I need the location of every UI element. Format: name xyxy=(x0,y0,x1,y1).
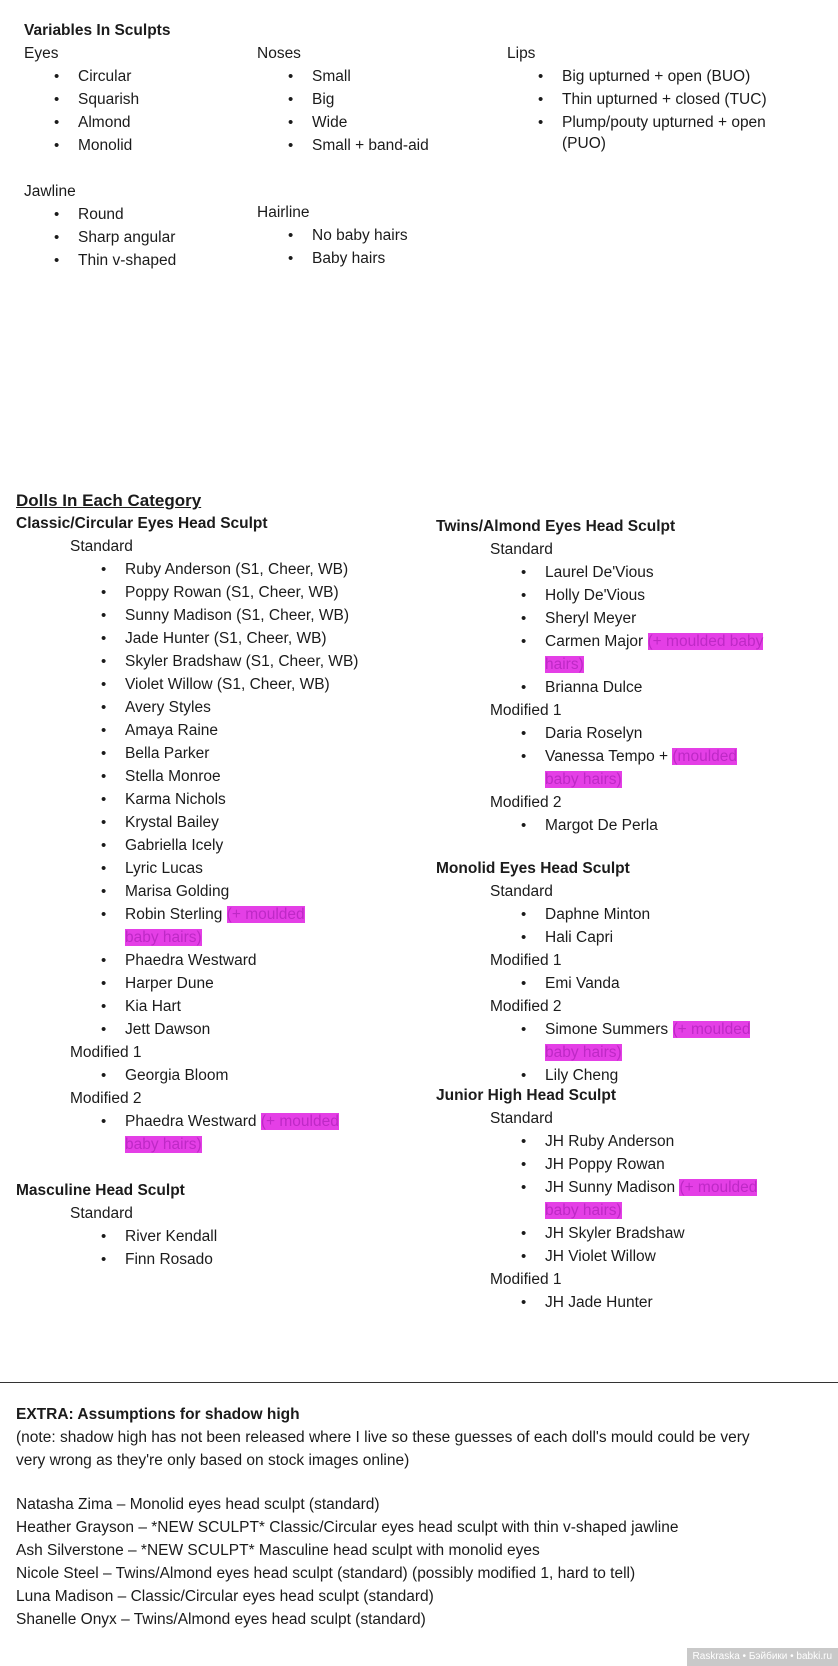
list-item: • Karma Nichols xyxy=(125,788,436,811)
list-item: • No baby hairs xyxy=(312,224,408,247)
classic-mod1-label: Modified 1 xyxy=(70,1044,142,1061)
classic-standard-list xyxy=(125,558,436,1041)
twins-section xyxy=(436,515,836,837)
list-item: • Monolid xyxy=(78,134,139,157)
extra-section xyxy=(16,1403,826,1631)
extra-line: Natasha Zima – Monolid eyes head sculpt (standard) xyxy=(16,1496,380,1513)
extra-line: Heather Grayson – *NEW SCULPT* Classic/Circular eyes head sculpt with thin v-shaped jawline xyxy=(16,1519,679,1536)
list-item-highlighted xyxy=(545,630,836,676)
moulded-note-text: baby hairs) xyxy=(125,1136,202,1153)
list-item: • Stella Monroe xyxy=(125,765,436,788)
list-item: • Round xyxy=(78,203,176,226)
list-item: • Big xyxy=(312,88,429,111)
moulded-note-text: (+ moulded xyxy=(672,1021,751,1038)
list-item-highlighted xyxy=(545,745,836,791)
moulded-note-text: (+ moulded xyxy=(260,1113,339,1130)
junior-standard-label: Standard xyxy=(490,1110,553,1127)
monolid-standard-list xyxy=(545,903,836,949)
list-item: • Small xyxy=(312,65,429,88)
list-item: • Almond xyxy=(78,111,139,134)
list-item-highlighted xyxy=(125,1110,436,1156)
twins-mod1-label: Modified 1 xyxy=(490,702,562,719)
list-item: • Small + band-aid xyxy=(312,134,429,157)
monolid-standard-label: Standard xyxy=(490,883,553,900)
classic-mod2-list xyxy=(125,1110,436,1156)
list-item: • Amaya Raine xyxy=(125,719,436,742)
junior-mod1-label: Modified 1 xyxy=(490,1271,562,1288)
monolid-mod1-label: Modified 1 xyxy=(490,952,562,969)
list-item: • Daphne Minton xyxy=(545,903,836,926)
list-item: • Marisa Golding xyxy=(125,880,436,903)
doll-name: Simone Summers xyxy=(545,1021,669,1038)
moulded-note-text: baby hairs) xyxy=(545,771,622,788)
list-item-highlighted xyxy=(545,1176,836,1222)
junior-mod1-list xyxy=(545,1291,836,1314)
list-item: • JH Jade Hunter xyxy=(545,1291,836,1314)
classic-section xyxy=(16,512,436,1156)
list-item-highlighted xyxy=(545,1018,836,1064)
list-item: • Squarish xyxy=(78,88,139,111)
eyes-label: Eyes xyxy=(24,45,59,62)
list-item: • River Kendall xyxy=(125,1225,436,1248)
twins-title: Twins/Almond Eyes Head Sculpt xyxy=(436,518,676,535)
masculine-section xyxy=(16,1179,436,1271)
list-item: • Laurel De'Vious xyxy=(545,561,836,584)
noses-list xyxy=(312,65,429,157)
variables-title: Variables In Sculpts xyxy=(24,22,171,39)
extra-line: Ash Silverstone – *NEW SCULPT* Masculine head sculpt with monolid eyes xyxy=(16,1542,540,1559)
classic-standard-label: Standard xyxy=(70,538,133,555)
monolid-section xyxy=(436,857,836,1087)
list-item: • Wide xyxy=(312,111,429,134)
list-item: • Krystal Bailey xyxy=(125,811,436,834)
list-item: • Finn Rosado xyxy=(125,1248,436,1271)
hairline-list xyxy=(312,224,408,270)
doll-name: Robin Sterling xyxy=(125,906,223,923)
lips-list xyxy=(562,65,767,155)
noses-section xyxy=(257,42,429,157)
moulded-note-highlight xyxy=(545,771,622,788)
list-item: • Bella Parker xyxy=(125,742,436,765)
twins-standard-label: Standard xyxy=(490,541,553,558)
twins-mod2-list xyxy=(545,814,836,837)
moulded-note-text: (+ moulded xyxy=(679,1179,758,1196)
list-item: • Brianna Dulce xyxy=(545,676,836,699)
lips-label: Lips xyxy=(507,45,536,62)
moulded-note-highlight xyxy=(672,748,737,765)
junior-section xyxy=(436,1084,836,1314)
list-item: • Lyric Lucas xyxy=(125,857,436,880)
list-item: • Jade Hunter (S1, Cheer, WB) xyxy=(125,627,436,650)
lips-section xyxy=(507,42,767,155)
masculine-standard-list xyxy=(125,1225,436,1271)
moulded-note-highlight xyxy=(673,1021,751,1038)
moulded-note-highlight xyxy=(261,1113,339,1130)
moulded-note-highlight xyxy=(545,656,584,673)
list-item: • Gabriella Icely xyxy=(125,834,436,857)
list-item: • Phaedra Westward xyxy=(125,949,436,972)
list-item: • Skyler Bradshaw (S1, Cheer, WB) xyxy=(125,650,436,673)
list-item: • JH Ruby Anderson xyxy=(545,1130,836,1153)
moulded-note-text: baby hairs) xyxy=(545,1044,622,1061)
list-item: • JH Violet Willow xyxy=(545,1245,836,1268)
moulded-note-text: (moulded xyxy=(672,748,738,765)
moulded-note-text: (+ moulded baby xyxy=(647,633,764,650)
list-item: • Violet Willow (S1, Cheer, WB) xyxy=(125,673,436,696)
jawline-label: Jawline xyxy=(24,183,76,200)
list-item: • Big upturned + open (BUO) xyxy=(562,65,767,88)
jawline-section xyxy=(24,180,176,272)
list-item: • Sheryl Meyer xyxy=(545,607,836,630)
list-item: • Hali Capri xyxy=(545,926,836,949)
list-item-highlighted xyxy=(125,903,436,949)
hairline-label: Hairline xyxy=(257,204,310,221)
list-item: • Poppy Rowan (S1, Cheer, WB) xyxy=(125,581,436,604)
extra-title: EXTRA: Assumptions for shadow high xyxy=(16,1406,300,1423)
list-item: • Margot De Perla xyxy=(545,814,836,837)
moulded-note-highlight xyxy=(545,1202,622,1219)
twins-mod2-label: Modified 2 xyxy=(490,794,562,811)
moulded-note-text: (+ moulded xyxy=(226,906,305,923)
list-item: • JH Poppy Rowan xyxy=(545,1153,836,1176)
section-divider xyxy=(0,1382,838,1383)
list-item: • JH Skyler Bradshaw xyxy=(545,1222,836,1245)
monolid-mod2-list xyxy=(545,1018,836,1087)
eyes-list xyxy=(78,65,139,157)
extra-line: Luna Madison – Classic/Circular eyes head sculpt (standard) xyxy=(16,1588,434,1605)
list-item: • Daria Roselyn xyxy=(545,722,836,745)
eyes-section xyxy=(24,42,139,157)
list-item: • Emi Vanda xyxy=(545,972,836,995)
list-item: • Baby hairs xyxy=(312,247,408,270)
doll-name: Vanessa Tempo + xyxy=(545,748,669,765)
hairline-section xyxy=(257,201,408,270)
moulded-note-highlight xyxy=(227,906,305,923)
watermark: Raskraska • Бэйбики • babki.ru xyxy=(687,1648,838,1666)
dolls-title: Dolls In Each Category xyxy=(16,491,202,510)
monolid-title: Monolid Eyes Head Sculpt xyxy=(436,860,630,877)
moulded-note-text: hairs) xyxy=(545,656,584,673)
classic-title: Classic/Circular Eyes Head Sculpt xyxy=(16,515,268,532)
twins-standard-list xyxy=(545,561,836,699)
noses-label: Noses xyxy=(257,45,301,62)
list-item: • Holly De'Vious xyxy=(545,584,836,607)
list-item-continuation: (PUO) xyxy=(562,135,606,152)
moulded-note-highlight xyxy=(125,1136,202,1153)
jawline-list xyxy=(78,203,176,272)
moulded-note-highlight xyxy=(545,1044,622,1061)
list-item: • Harper Dune xyxy=(125,972,436,995)
moulded-note-text: baby hairs) xyxy=(125,929,202,946)
classic-mod1-list xyxy=(125,1064,436,1087)
monolid-mod1-list xyxy=(545,972,836,995)
moulded-note-highlight xyxy=(648,633,764,650)
extra-note-line-2: very wrong as they're only based on stock images online) xyxy=(16,1452,410,1469)
masculine-standard-label: Standard xyxy=(70,1205,133,1222)
junior-title: Junior High Head Sculpt xyxy=(436,1087,616,1104)
junior-standard-list xyxy=(545,1130,836,1268)
list-item: • Jett Dawson xyxy=(125,1018,436,1041)
list-item: • Plump/pouty upturned + open xyxy=(562,111,767,134)
moulded-note-highlight xyxy=(125,929,202,946)
moulded-note-highlight xyxy=(679,1179,757,1196)
list-item: • Georgia Bloom xyxy=(125,1064,436,1087)
masculine-title: Masculine Head Sculpt xyxy=(16,1182,185,1199)
list-item: • Avery Styles xyxy=(125,696,436,719)
list-item: • Lily Cheng xyxy=(545,1064,836,1087)
moulded-note-text: baby hairs) xyxy=(545,1202,622,1219)
list-item: • Thin upturned + closed (TUC) xyxy=(562,88,767,111)
doll-name: JH Sunny Madison xyxy=(545,1179,676,1196)
twins-mod1-list xyxy=(545,722,836,791)
list-item: • Sharp angular xyxy=(78,226,176,249)
extra-line: Nicole Steel – Twins/Almond eyes head sculpt (standard) (possibly modified 1, hard to tell) xyxy=(16,1565,636,1582)
extra-line: Shanelle Onyx – Twins/Almond eyes head sculpt (standard) xyxy=(16,1611,426,1628)
list-item: • Circular xyxy=(78,65,139,88)
list-item: • Kia Hart xyxy=(125,995,436,1018)
classic-mod2-label: Modified 2 xyxy=(70,1090,142,1107)
list-item: • Sunny Madison (S1, Cheer, WB) xyxy=(125,604,436,627)
list-item: • Thin v-shaped xyxy=(78,249,176,272)
doll-name: Phaedra Westward xyxy=(125,1113,257,1130)
extra-note-line-1: (note: shadow high has not been released where I live so these guesses of each doll's mould could be very xyxy=(16,1429,750,1446)
monolid-mod2-label: Modified 2 xyxy=(490,998,562,1015)
list-item: • Ruby Anderson (S1, Cheer, WB) xyxy=(125,558,436,581)
doll-name: Carmen Major xyxy=(545,633,644,650)
